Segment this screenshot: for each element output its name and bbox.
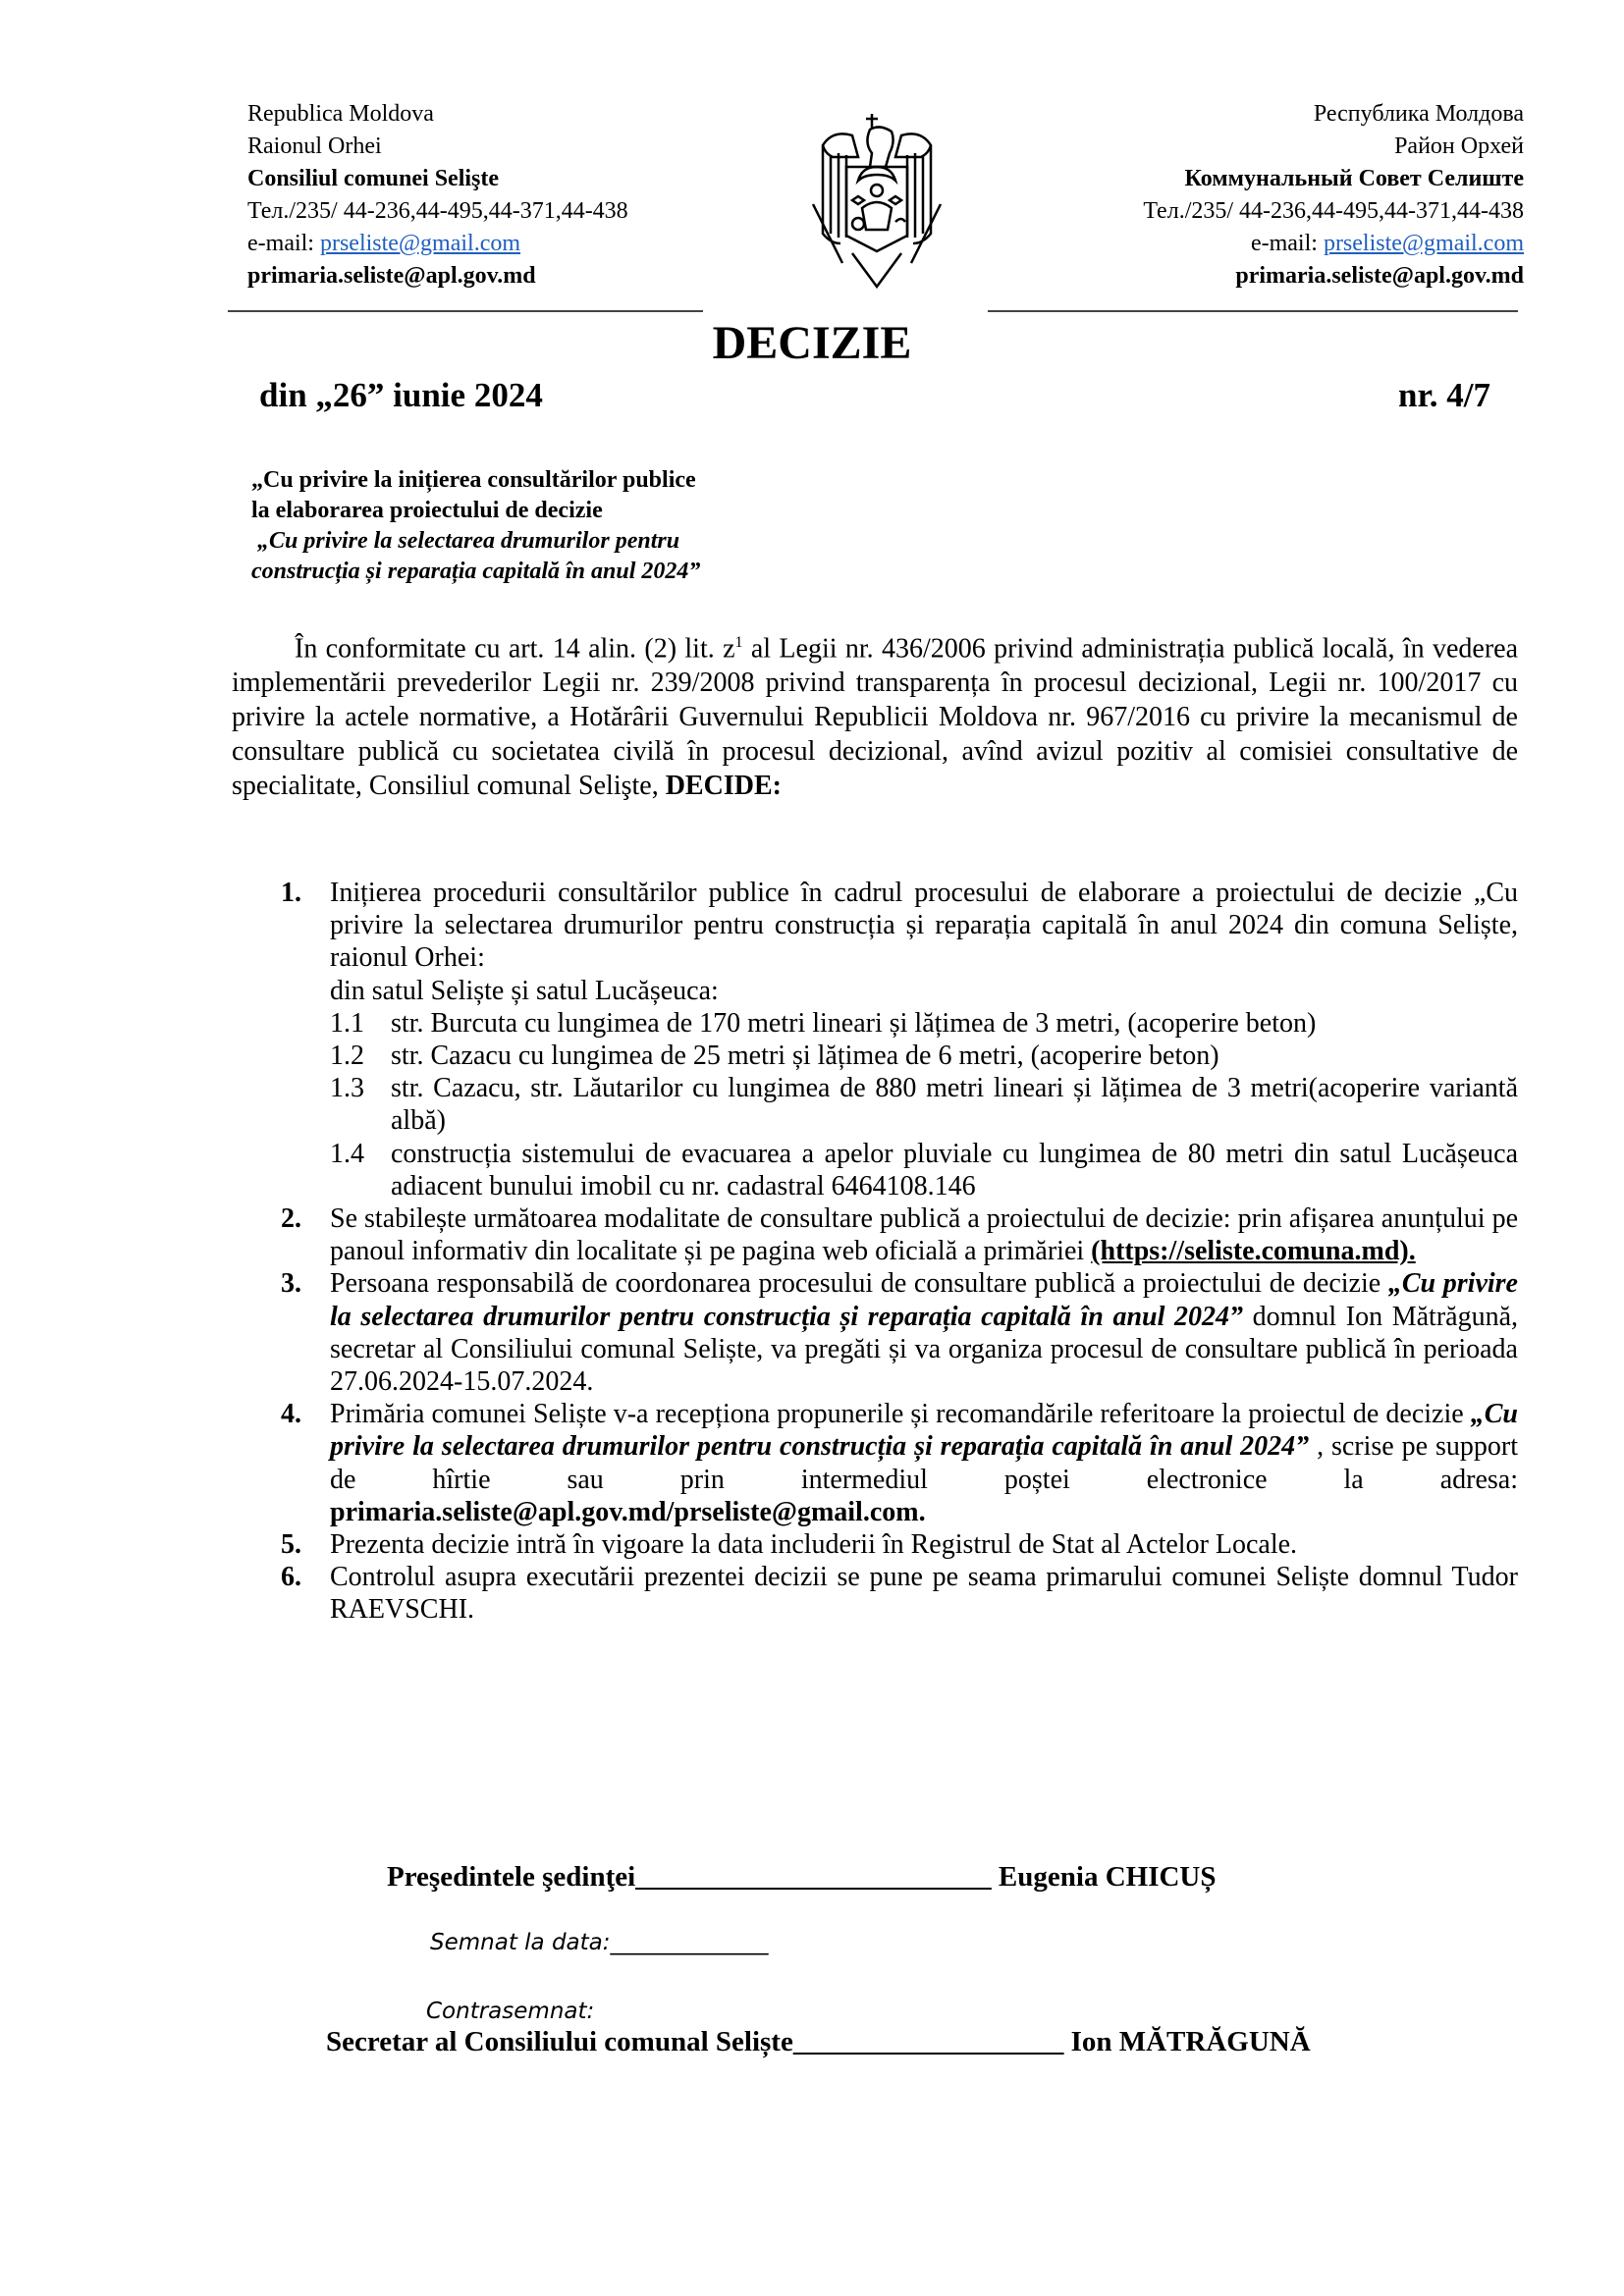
item-number: 5. — [281, 1529, 301, 1561]
header-divider-right — [988, 310, 1518, 312]
preamble — [232, 625, 1518, 803]
chair-name: Eugenia CHICUȘ — [991, 1861, 1217, 1893]
item-number: 2. — [281, 1203, 301, 1235]
decision-item-2 — [281, 1202, 1518, 1267]
chair-label: Preşedintele şedinţei — [387, 1861, 636, 1893]
district-name-ru: Район Орхей — [1394, 133, 1524, 159]
decision-items — [281, 877, 1518, 1627]
decision-item-5 — [281, 1528, 1518, 1561]
item-text: Primăria comunei Seliște v-a recepționa propunerile și recomandările referitoare la proiectul de decizie — [330, 1399, 1471, 1430]
decision-item-6 — [281, 1561, 1518, 1626]
preamble-text: În conformitate cu art. 14 alin. (2) lit. z — [295, 633, 735, 665]
country-name: Republica Moldova — [247, 101, 434, 127]
countersigned-label: Contrasemnat: — [426, 1999, 595, 2024]
subject-line: „Cu privire la selectarea drumurilor pentru — [251, 528, 680, 554]
official-email: primaria.seliste@apl.gov.md — [247, 263, 536, 289]
decision-item-3 — [281, 1267, 1518, 1398]
subitem — [330, 1072, 1518, 1137]
subject-line: la elaborarea proiectului de decizie — [251, 498, 603, 523]
item-text: Prezenta decizie intră în vigoare la data includerii în Registrul de Stat al Actelor Locale. — [330, 1529, 1298, 1561]
subitem — [330, 1138, 1518, 1202]
header-divider-left — [228, 310, 703, 312]
official-email-ru: primaria.seliste@apl.gov.md — [1235, 263, 1524, 289]
project-title: „Cu privire la selectarea drumurilor pentru construcția și reparația capitală în anul 2024” — [330, 1268, 1518, 1332]
item-text: Se stabilește următoarea modalitate de consultare publică a proiectului de decizie: prin afișarea anunțului pe panoul informativ din localitate și pe pagina web oficială a primăriei — [330, 1203, 1518, 1267]
phone-numbers-ru: Тел./235/ 44-236,44-495,44-371,44-438 — [1143, 198, 1524, 224]
header-right-russian — [1143, 98, 1524, 293]
council-name-ru: Коммунальный Совет Селиште — [1184, 166, 1524, 191]
district-name: Raionul Orhei — [247, 133, 382, 159]
item-text: Persoana responsabilă de coordonarea procesului de consultare publică a proiectului de decizie — [330, 1268, 1388, 1300]
item-text: , scrise pe support de hîrtie sau prin intermediul poștei electronice la adresa: — [330, 1431, 1518, 1495]
phone-numbers: Тел./235/ 44-236,44-495,44-371,44-438 — [247, 198, 628, 224]
website-link[interactable]: (https://seliste.comuna.md). — [1091, 1236, 1416, 1267]
subitem — [330, 1007, 1518, 1040]
date-blank: ______________ — [610, 1930, 769, 1955]
subitem-number: 1.3 — [330, 1073, 364, 1104]
email-label-ru: e-mail: — [1250, 231, 1324, 256]
subitem-text: construcția sistemului de evacuarea a apelor pluviale cu lungimea de 80 metri din satul Lucășeuca adiacent bunului imobil cu nr. cadastral 6464108.146 — [391, 1138, 1518, 1201]
item-number: 3. — [281, 1268, 301, 1300]
email-row-ru — [1143, 228, 1524, 260]
item-number: 4. — [281, 1399, 301, 1430]
subitem-text: str. Cazacu cu lungimea de 25 metri și lățimea de 6 metri, (acoperire beton) — [391, 1041, 1219, 1072]
moldova-coat-of-arms-icon — [793, 106, 960, 293]
decision-subject — [251, 465, 700, 587]
decision-date: din „26” iunie 2024 — [259, 376, 543, 414]
decision-item-4 — [281, 1398, 1518, 1528]
email-link[interactable]: prseliste@gmail.com — [319, 231, 521, 256]
contact-emails: primaria.seliste@apl.gov.md/prseliste@gmail.com. — [330, 1496, 926, 1527]
council-name: Consiliul comunei Selişte — [247, 166, 500, 191]
email-row — [247, 228, 628, 260]
subitem-text: str. Burcuta cu lungimea de 170 metri lineari și lățimea de 3 metri, (acoperire beton) — [391, 1007, 1317, 1039]
subitem — [330, 1040, 1518, 1072]
decision-item-1 — [281, 877, 1518, 1202]
secretary-name: Ion MĂTRĂGUNĂ — [1063, 2026, 1311, 2057]
superscript: 1 — [734, 634, 743, 651]
subitem-text: str. Cazacu, str. Lăutarilor cu lungimea de 880 metri lineari și lățimea de 3 metri(acoperire variantă albă) — [391, 1073, 1518, 1137]
subitem-number: 1.1 — [330, 1007, 364, 1039]
preamble-paragraph — [232, 625, 1518, 803]
decision-number: nr. 4/7 — [1397, 376, 1490, 414]
signature-blank: ___________________ — [792, 2026, 1064, 2057]
signature-blank: _________________________ — [635, 1861, 992, 1893]
country-name-ru: Республика Молдова — [1313, 101, 1524, 127]
email-label: e-mail: — [247, 231, 320, 256]
document-title: DECIZIE — [712, 317, 912, 369]
subject-line: construcția și reparația capitală în anul 2024” — [251, 559, 701, 584]
subitem-number: 1.4 — [330, 1138, 364, 1169]
email-link-ru[interactable]: prseliste@gmail.com — [1323, 231, 1524, 256]
signed-date-line — [430, 1930, 769, 1955]
item-text: din satul Seliște și satul Lucășeuca: — [330, 975, 719, 1006]
header-left-romanian — [247, 98, 628, 293]
item-text: Inițierea procedurii consultărilor publice în cadrul procesului de elaborare a proiectului de decizie „Cu privire la selectarea drumurilor pentru construcția și reparația capitală în anul 2024 din comuna Seliște, raionul Orhei: — [330, 878, 1518, 974]
item-text: domnul Ion Mătrăgună, secretar al Consiliului comunal Seliște, va pregăti și va organiza procesul de consultare publică în perioada 27.06.2024-15.07.2024. — [330, 1301, 1518, 1398]
subject-line: „Cu privire la inițierea consultărilor publice — [251, 467, 696, 493]
decide-label: DECIDE: — [665, 771, 782, 802]
secretary-signature-line — [326, 2026, 1311, 2058]
chair-signature-line — [387, 1861, 1217, 1894]
item-text: Controlul asupra executării prezentei decizii se pune pe seama primarului comunei Seliște domnul Tudor RAEVSCHI. — [330, 1562, 1518, 1626]
subitem-number: 1.2 — [330, 1041, 364, 1072]
secretary-label: Secretar al Consiliului comunal Seliște — [326, 2026, 793, 2057]
item-number: 1. — [281, 878, 301, 908]
signed-label: Semnat la data: — [430, 1930, 611, 1955]
project-title: „Cu privire la selectarea drumurilor pentru construcția și reparația capitală în anul 2024” — [330, 1399, 1518, 1463]
item-number: 6. — [281, 1562, 301, 1593]
preamble-text: al Legii nr. 436/2006 privind administrația publică locală, în vederea implementării prevederilor Legii nr. 239/2008 privind transparența în procesul decizional, Legii nr. 100/2017 cu privire la actele normative, a Hotărârii Guvernului Republicii Moldova nr. 967/2016 cu privire la mecanismul de consultare publică cu societatea civilă în procesul decizional, avînd avizul pozitiv al comisiei consultative de specialitate, Consiliul comunal Selişte, — [232, 633, 1519, 802]
